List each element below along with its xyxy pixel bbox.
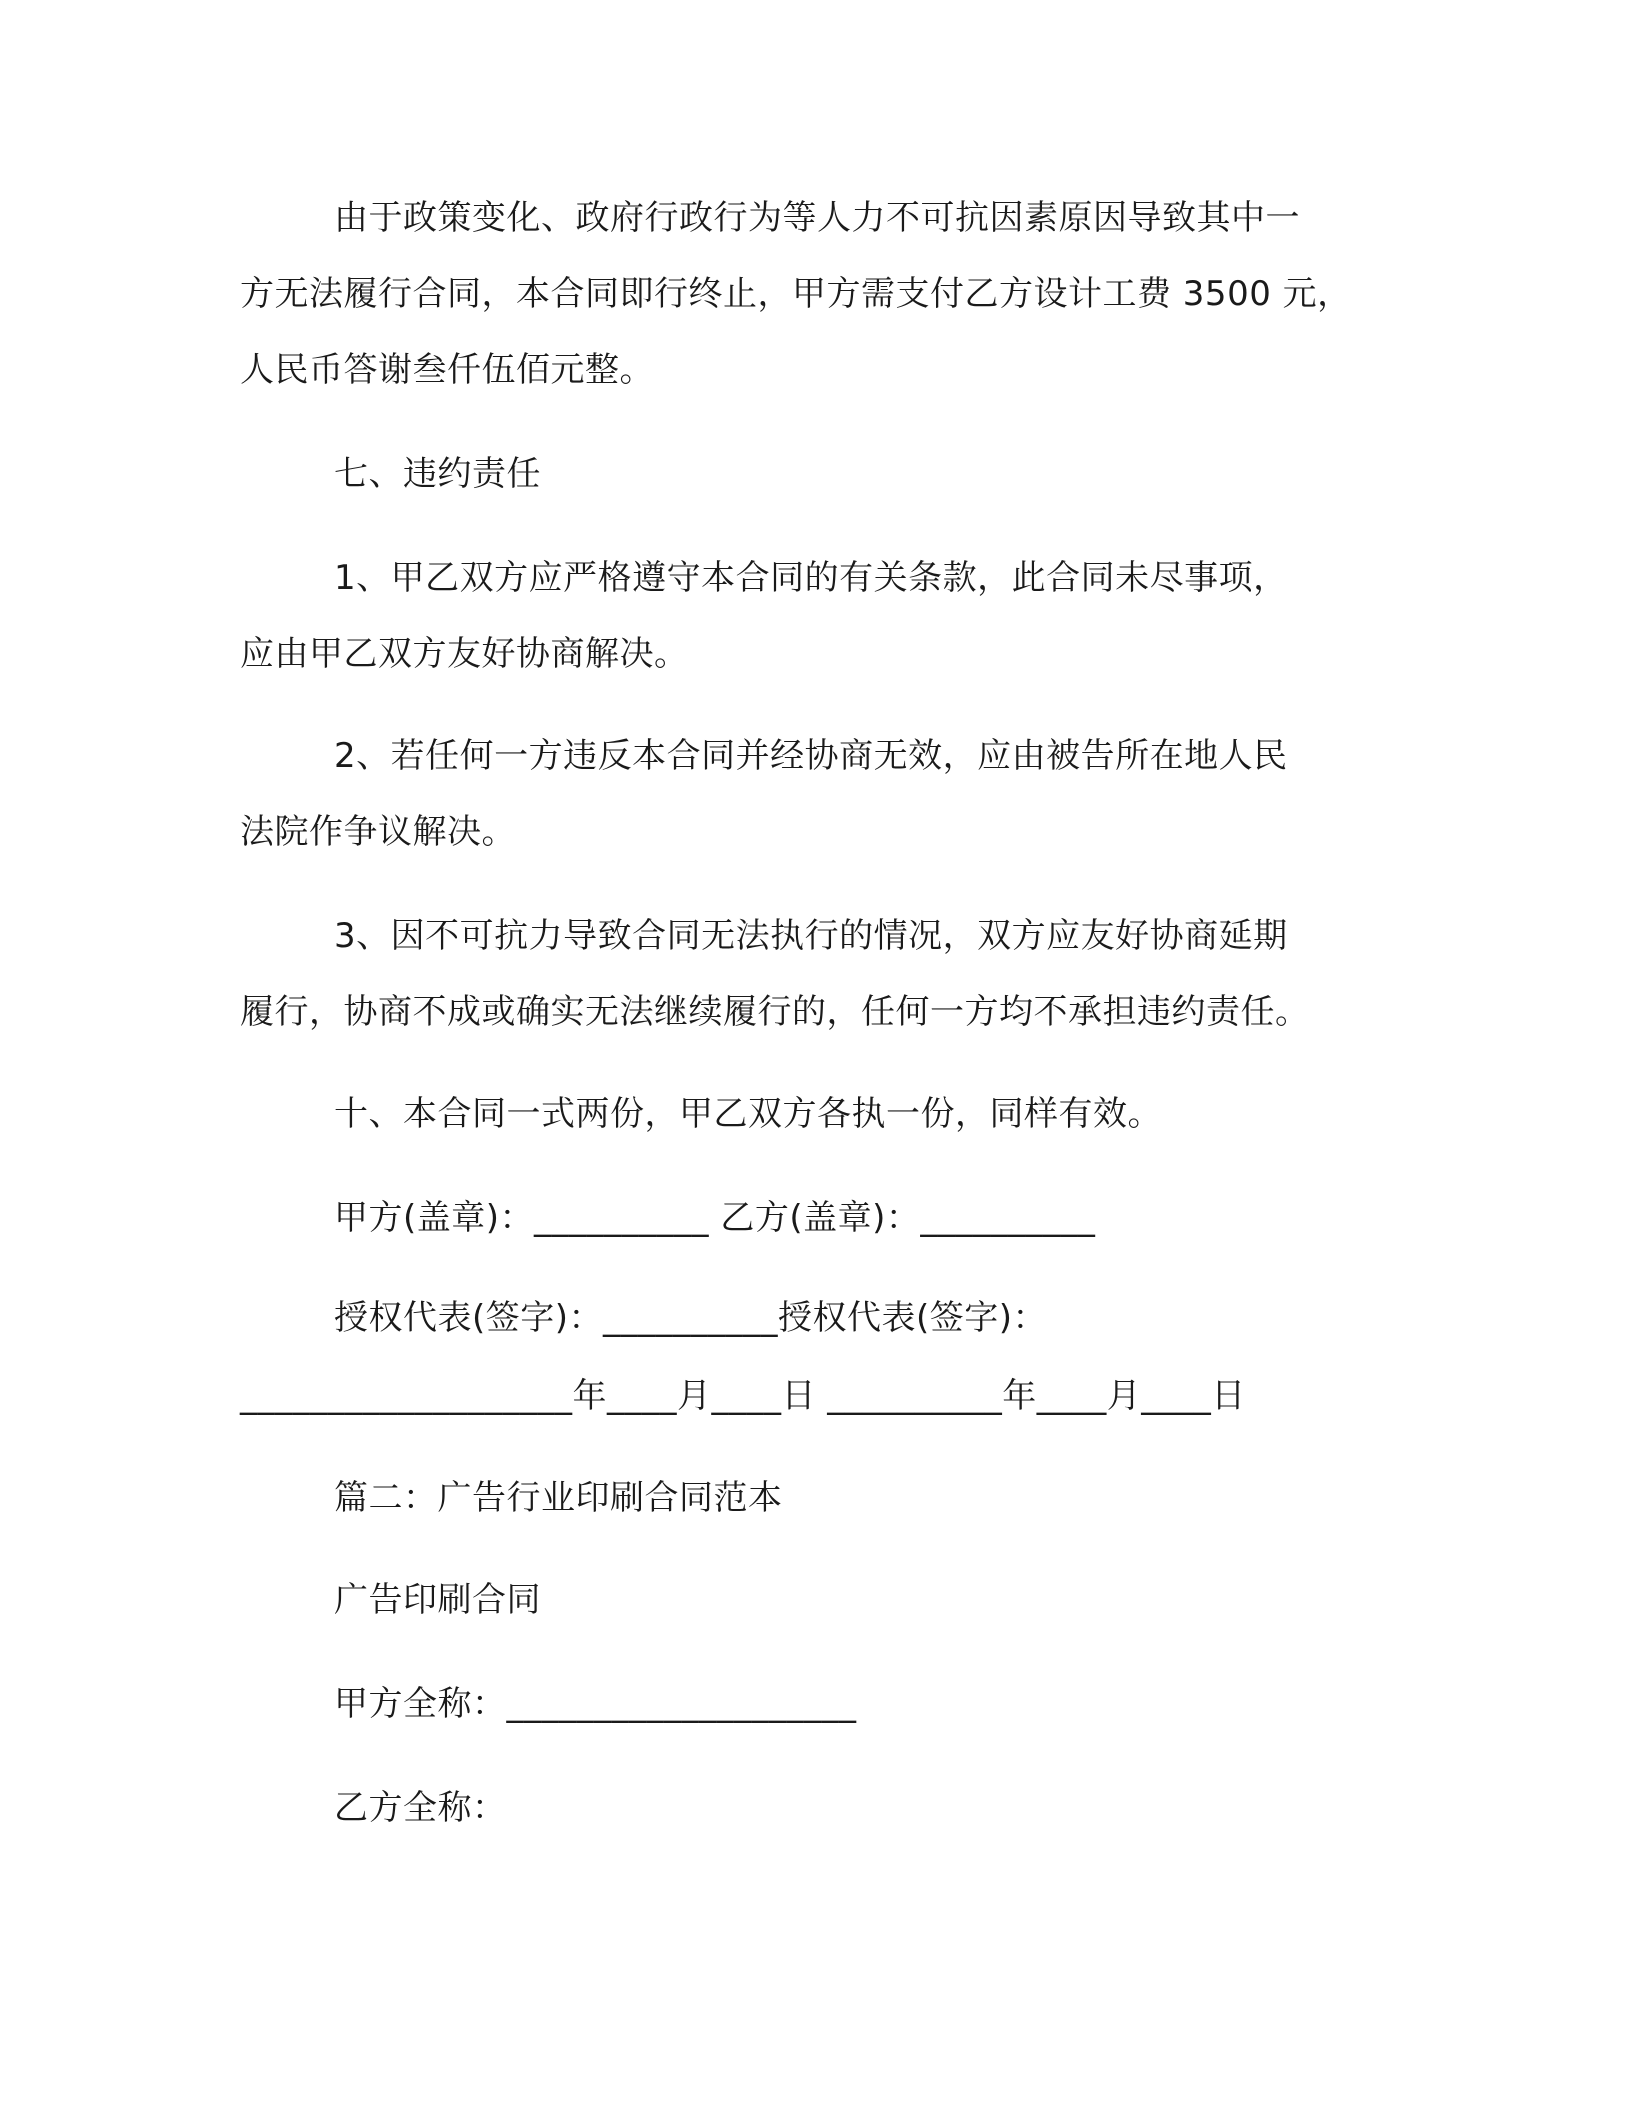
paragraph-force-majeure-line-1: 由于政策变化、政府行政行为等人力不可抗因素原因导致其中一 [334, 198, 1300, 238]
paragraph-force-majeure-line-3: 人民币答谢叁仟伍佰元整。 [240, 350, 654, 390]
clause-2-line-2: 法院作争议解决。 [240, 812, 516, 852]
part-two-heading: 篇二：广告行业印刷合同范本 [334, 1478, 783, 1518]
clause-copies: 十、本合同一式两份，甲乙双方各执一份，同样有效。 [334, 1094, 1162, 1134]
part-two-title: 广告印刷合同 [334, 1580, 541, 1620]
party-a-name-line: 甲方全称：____________________ [334, 1684, 857, 1724]
clause-1-line-2: 应由甲乙双方友好协商解决。 [240, 634, 689, 674]
signature-party-line: 甲方(盖章)：__________ 乙方(盖章)：__________ [334, 1198, 1096, 1238]
clause-2-line-1: 2、若任何一方违反本合同并经协商无效，应由被告所在地人民 [334, 736, 1288, 776]
signature-date-line: ___________________年____月____日 __________年____月____日 [240, 1376, 1246, 1416]
clause-3-line-2: 履行，协商不成或确实无法继续履行的，任何一方均不承担违约责任。 [240, 992, 1310, 1032]
signature-representative-line: 授权代表(签字)：__________授权代表(签字)： [334, 1298, 1048, 1338]
section-heading-breach: 七、违约责任 [334, 454, 541, 494]
party-b-name-line: 乙方全称： [334, 1788, 507, 1828]
clause-3-line-1: 3、因不可抗力导致合同无法执行的情况，双方应友好协商延期 [334, 916, 1288, 956]
paragraph-force-majeure-line-2: 方无法履行合同，本合同即行终止，甲方需支付乙方设计工费 3500 元， [240, 274, 1352, 314]
clause-1-line-1: 1、甲乙双方应严格遵守本合同的有关条款，此合同未尽事项， [334, 558, 1288, 598]
